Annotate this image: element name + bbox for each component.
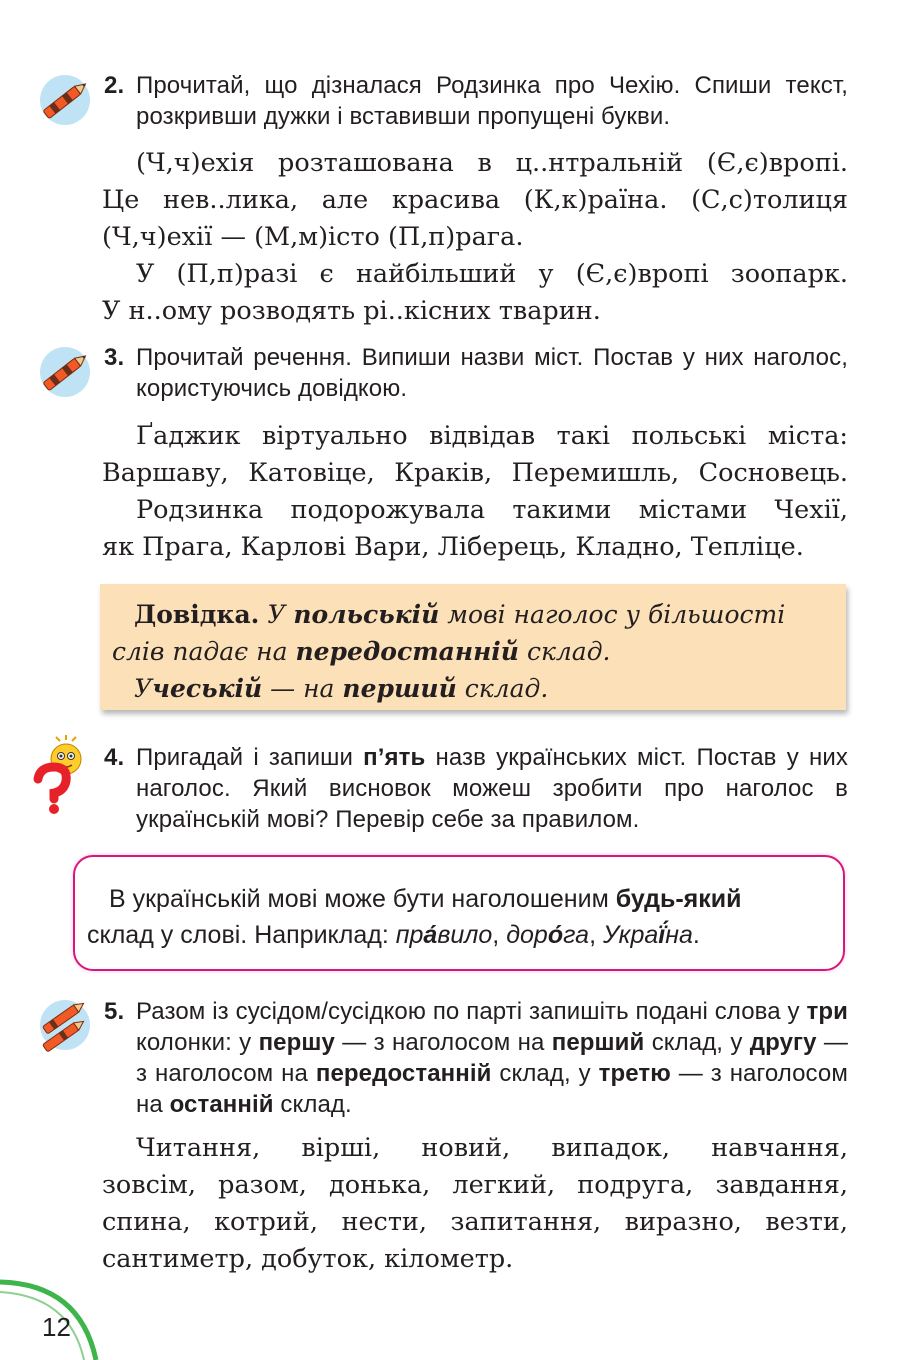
note-text: — на [270, 674, 335, 703]
example-word: пра́вило [395, 921, 493, 949]
reference-note-text [112, 596, 834, 707]
rule-box [73, 855, 845, 971]
example-word: Украї́на [602, 921, 693, 949]
page-number: 12 [42, 1312, 71, 1342]
reference-note-box [100, 584, 846, 710]
example-word: доро́га [506, 921, 590, 949]
text-line: У (П,п)разі є найбільший у (Є,є)вропі зоопарк. [136, 259, 848, 289]
text-line: Це нев..лика, але красива (К,к)раїна. (С,с)толиця [102, 185, 848, 215]
task-5-word-list [102, 1130, 848, 1278]
note-bold: перший [342, 674, 457, 703]
task-number: 2. [104, 72, 125, 99]
note-text: склад. [464, 674, 549, 703]
note-text: У [267, 600, 286, 629]
text-line: Родзинка подорожувала такими містами Чехії, [136, 495, 848, 525]
task-number: 5. [104, 998, 125, 1025]
task-3-text [102, 418, 848, 566]
text-line: спина, котрий, нести, запитання, виразно, везти, [102, 1207, 848, 1237]
text-line: як Прага, Карлові Вари, Ліберець, Кладно, Тепліце. [102, 532, 804, 562]
note-text: слів падає на [112, 637, 288, 666]
text-line: (Ч,ч)ехії — (М,м)істо (П,п)рага. [102, 222, 524, 252]
task-text: Пригадай і запиши п’ять назв українських міст. Постав у них наголос. Який висновок можеш зробити про наголос в українській мові? Перевір себе за правилом. [136, 744, 848, 833]
note-text: мові наголос у більшості [447, 600, 786, 629]
task-number: 3. [104, 344, 125, 371]
text-line: Ґаджик віртуально відвідав такі польські міста: [136, 421, 848, 451]
note-text: склад. [526, 637, 611, 666]
text-line: Варшаву, Катовіце, Краків, Перемишль, Сосновець. [102, 458, 848, 488]
text-line: У н..ому розводять рі..кісних тварин. [102, 296, 601, 326]
task-2-text [102, 145, 848, 330]
task-3-instruction [104, 342, 848, 404]
question-mascot-icon [30, 735, 96, 815]
task-2-instruction [104, 70, 848, 132]
task-text: Прочитай, що дізналася Родзинка про Чехію. Спиши текст, розкривши дужки і вставивши пропущені букви. [136, 72, 848, 130]
note-bold: чеській [152, 674, 263, 703]
two-pencils-pair-icon [35, 995, 95, 1055]
task-4-instruction [104, 742, 848, 835]
task-number: 4. [104, 744, 125, 771]
task-5-instruction [104, 996, 848, 1120]
text-line: Читання, вірші, новий, випадок, навчання, [136, 1133, 848, 1163]
note-bold: передостанній [295, 637, 519, 666]
text-line: зовсім, разом, донька, легкий, подруга, завдання, [102, 1170, 848, 1200]
text-line: сантиметр, добуток, кілометр. [102, 1244, 514, 1274]
rule-text: В українській мові може бути наголошеним будь-який склад у слові. Наприклад: пра́вило, доро́га, Украї́на. [87, 885, 742, 949]
note-title: Довідка. [134, 600, 260, 629]
note-text: У [134, 674, 153, 703]
note-bold: польській [293, 600, 440, 629]
task-text: Прочитай речення. Випиши назви міст. Постав у них наголос, користуючись довідкою. [136, 344, 848, 402]
pencil-task-icon [35, 68, 95, 128]
text-line: (Ч,ч)ехія розташована в ц..нтральній (Є,є)вропі. [136, 148, 848, 178]
pencil-task-icon [35, 340, 95, 400]
task-text: Разом із сусідом/сусідкою по парті запишіть подані слова у три колонки: у першу — з наголосом на перший склад, у другу — з наголосом на передостанній склад, у третю — з наголосом на останній склад. [136, 998, 848, 1118]
